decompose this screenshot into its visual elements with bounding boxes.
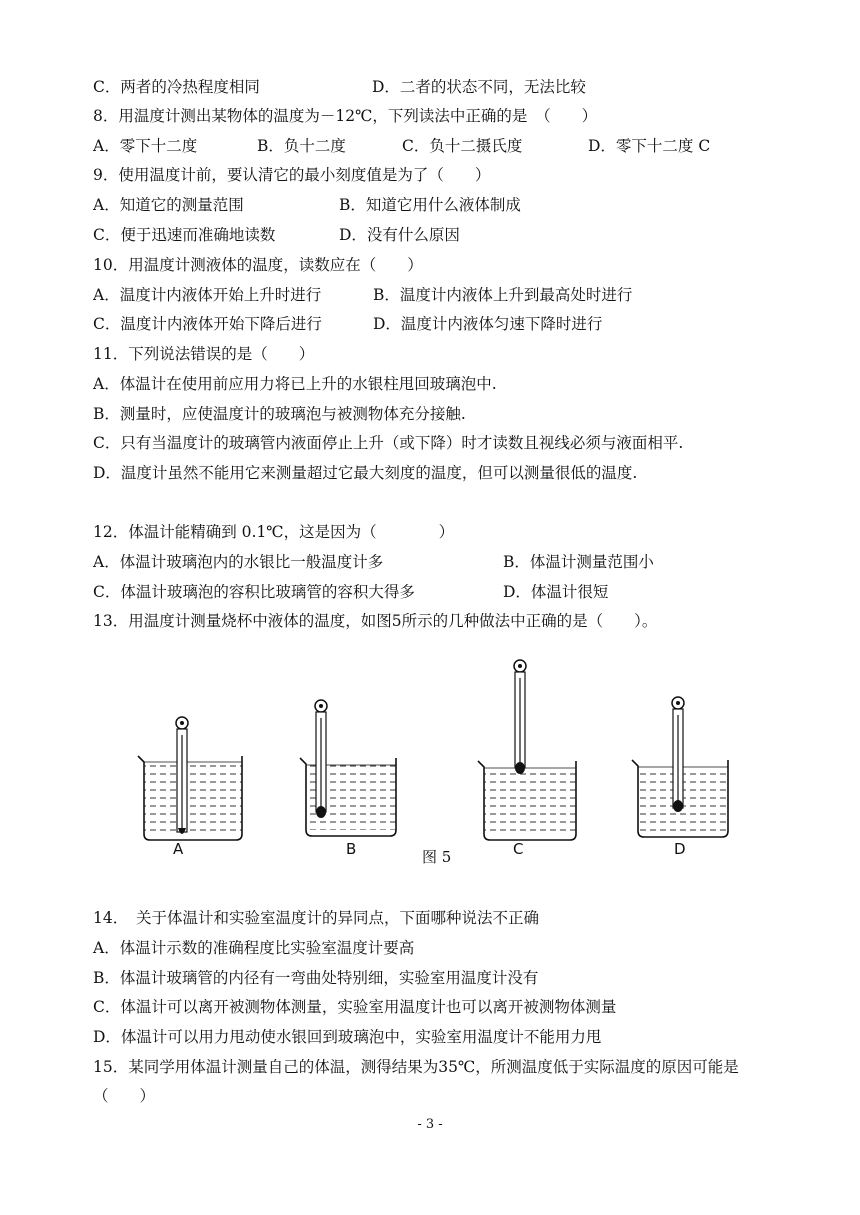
figure-label-b: B bbox=[346, 840, 357, 858]
q8-option-a: A．零下十二度 bbox=[93, 137, 198, 155]
q14-stem: 14． 关于体温计和实验室温度计的异同点，下面哪种说法不正确 bbox=[93, 909, 539, 927]
q11-stem: 11．下列说法错误的是（ ） bbox=[93, 345, 315, 363]
figure-label-c: C bbox=[513, 840, 524, 858]
q12-option-d: D．体温计很短 bbox=[503, 583, 609, 601]
q14-option-a: A．体温计示数的准确程度比实验室温度计要高 bbox=[93, 939, 415, 957]
q11-option-c: C．只有当温度计的玻璃管内液面停止上升（或下降）时才读数且视线必须与液面相平. bbox=[93, 434, 684, 452]
q15-bracket: （ ） bbox=[93, 1087, 156, 1105]
thermometer-d bbox=[672, 697, 684, 812]
q8-stem: 8．用温度计测出某物体的温度为－12℃，下列读法中正确的是 （ ） bbox=[93, 107, 598, 125]
beaker-a bbox=[138, 756, 242, 840]
q12-option-a: A．体温计玻璃泡内的水银比一般温度计多 bbox=[93, 553, 384, 571]
figure-label-d: D bbox=[674, 840, 686, 858]
q10-stem: 10．用温度计测液体的温度，读数应在（ ） bbox=[93, 256, 423, 274]
q9-option-a: A．知道它的测量范围 bbox=[93, 196, 244, 214]
q11-option-d: D．温度计虽然不能用它来测量超过它最大刻度的温度，但可以测量很低的温度. bbox=[93, 464, 638, 482]
q8-option-c: C．负十二摄氏度 bbox=[402, 137, 523, 155]
q7-option-d: D．二者的状态不同，无法比较 bbox=[372, 78, 586, 96]
q12-option-c: C．体温计玻璃泡的容积比玻璃管的容积大得多 bbox=[93, 583, 415, 601]
q12-stem: 12．体温计能精确到 0.1℃，这是因为（ ） bbox=[93, 523, 455, 541]
thermometer-c bbox=[514, 660, 526, 774]
q10-option-a: A．温度计内液体开始上升时进行 bbox=[93, 286, 322, 304]
q8-option-b: B．负十二度 bbox=[257, 137, 346, 155]
q7-option-c: C．两者的冷热程度相同 bbox=[93, 78, 260, 96]
thermometer-beaker-figure bbox=[120, 650, 740, 870]
q14-option-b: B．体温计玻璃管的内径有一弯曲处特别细，实验室用温度计没有 bbox=[93, 969, 539, 987]
q14-option-d: D．体温计可以用力甩动使水银回到玻璃泡中，实验室用温度计不能用力甩 bbox=[93, 1028, 602, 1046]
page-number: - 3 - bbox=[417, 1117, 443, 1132]
q13-stem: 13．用温度计测量烧杯中液体的温度，如图5所示的几种做法中正确的是（ ）。 bbox=[93, 612, 658, 630]
q9-option-b: B．知道它用什么液体制成 bbox=[339, 196, 521, 214]
q10-option-d: D．温度计内液体匀速下降时进行 bbox=[373, 315, 603, 333]
q9-stem: 9．使用温度计前，要认清它的最小刻度值是为了（ ） bbox=[93, 166, 491, 184]
q9-option-d: D．没有什么原因 bbox=[339, 226, 460, 244]
q8-option-d: D．零下十二度 C bbox=[588, 137, 711, 155]
beaker-b bbox=[300, 758, 396, 836]
thermometer-a bbox=[176, 717, 188, 834]
q10-option-b: B．温度计内液体上升到最高处时进行 bbox=[373, 286, 633, 304]
q11-option-b: B．测量时，应使温度计的玻璃泡与被测物体充分接触. bbox=[93, 405, 466, 423]
beaker-c bbox=[478, 761, 576, 840]
figure-label-a: A bbox=[173, 840, 184, 858]
q11-option-a: A．体温计在使用前应用力将已上升的水银柱甩回玻璃泡中. bbox=[93, 375, 497, 393]
q10-option-c: C．温度计内液体开始下降后进行 bbox=[93, 315, 322, 333]
q14-option-c: C．体温计可以离开被测物体测量，实验室用温度计也可以离开被测物体测量 bbox=[93, 998, 617, 1016]
q15-stem: 15．某同学用体温计测量自己的体温，测得结果为35℃，所测温度低于实际温度的原因可能是 bbox=[93, 1058, 739, 1076]
figure-5 bbox=[120, 650, 740, 870]
q12-option-b: B．体温计测量范围小 bbox=[503, 553, 654, 571]
thermometer-b bbox=[315, 700, 327, 818]
q9-option-c: C．便于迅速而准确地读数 bbox=[93, 226, 276, 244]
figure-caption: 图 5 bbox=[422, 848, 452, 866]
